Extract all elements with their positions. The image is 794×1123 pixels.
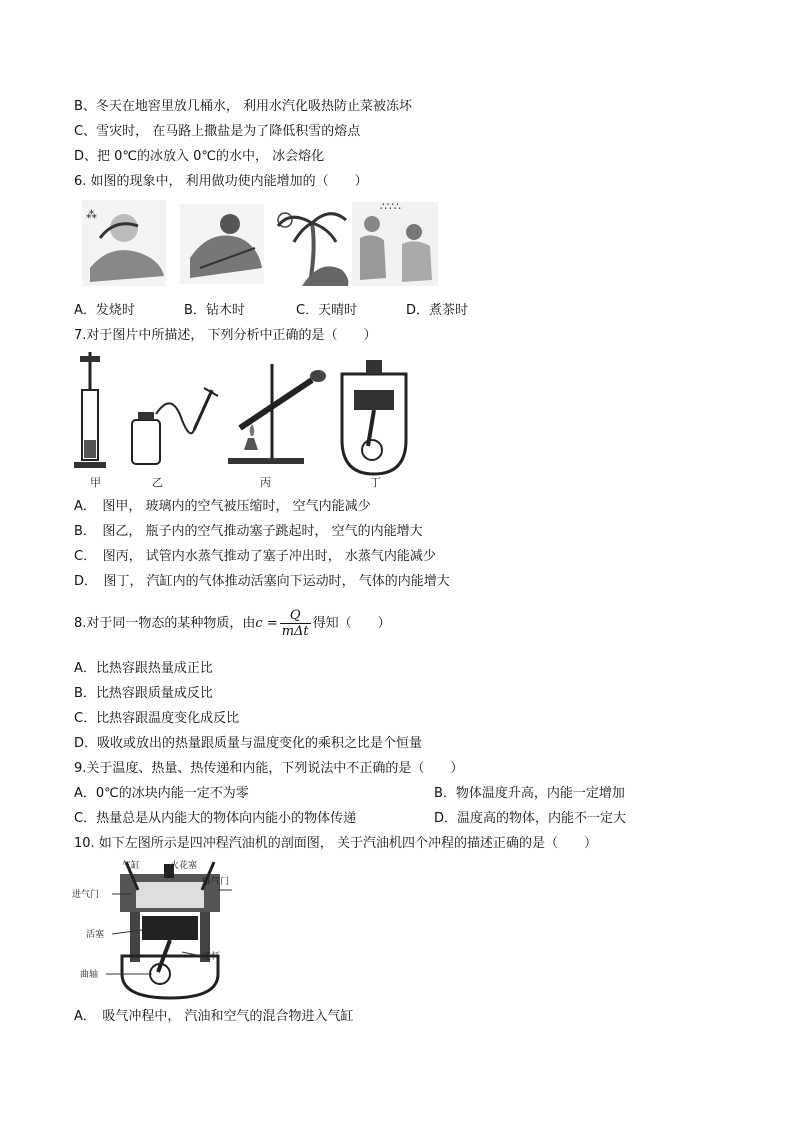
fig-label-jia: 甲 (90, 476, 101, 489)
fever-illustration (82, 200, 166, 286)
test-tube-stand-illustration (228, 364, 326, 464)
q7-option-d: D． 图丁， 汽缸内的气体推动活塞向下运动时， 气体的内能增大 (74, 574, 450, 589)
question-10-stem: 10. 如下左图所示是四冲程汽油机的剖面图， 关于汽油机四个冲程的描述正确的是（ ） (74, 836, 597, 851)
compression-cylinder-illustration (74, 352, 106, 468)
q8-option-d: D．吸收或放出的热量跟质量与温度变化的乘积之比是个恒量 (74, 736, 423, 751)
label-connecting-rod: 连杆 (202, 952, 221, 962)
q6-option-b: B．钻木时 (184, 303, 245, 318)
label-cylinder: 气缸 (122, 861, 141, 871)
q7-option-a: A． 图甲， 玻璃内的空气被压缩时， 空气内能减少 (74, 499, 371, 514)
q8-stem-post: 得知（ ） (312, 616, 391, 631)
label-intake-valve: 进气门 (72, 890, 100, 900)
q9-option-d: D．温度高的物体，内能不一定大 (434, 811, 627, 826)
q7-option-b: B． 图乙， 瓶子内的空气推动塞子跳起时， 空气的内能增大 (74, 524, 423, 539)
question-6-stem: 6. 如图的现象中， 利用做功使内能增加的（ ） (74, 174, 368, 189)
fig-label-yi: 乙 (152, 476, 163, 489)
q8-stem-pre: 8.对于同一物态的某种物质，由 (74, 616, 256, 631)
q9-option-a: A．0℃的冰块内能一定不为零 (74, 786, 249, 801)
question-6-options (74, 302, 468, 320)
label-crankshaft: 曲轴 (80, 970, 99, 980)
label-piston: 活塞 (86, 930, 105, 940)
formula-denominator: mΔt (281, 624, 309, 639)
option-line-c: C、雪灾时， 在马路上撒盐是为了降低积雪的熔点 (74, 124, 361, 139)
option-line-b: B、冬天在地窖里放几桶水， 利用水汽化吸热防止菜被冻坏 (74, 99, 413, 114)
question-7-stem: 7.对于图片中所描述， 下列分析中正确的是（ ） (74, 328, 377, 343)
q9-option-c: C．热量总是从内能大的物体向内能小的物体传递 (74, 811, 357, 826)
engine-cross-section-figure (72, 856, 242, 1002)
svg-text:⁂: ⁂ (86, 208, 97, 221)
q8-option-b: B．比热容跟质量成反比 (74, 686, 213, 701)
q8-option-a: A．比热容跟热量成正比 (74, 661, 213, 676)
sunny-day-illustration (278, 213, 348, 286)
question-7-figure (72, 350, 412, 490)
question-9-stem: 9.关于温度、热量、热传递和内能，下列说法中不正确的是（ ） (74, 761, 464, 776)
fig-label-bing: 丙 (260, 476, 271, 489)
question-8-stem (74, 606, 391, 642)
question-6-figure (80, 198, 440, 290)
formula-numerator: Q (280, 608, 311, 624)
formula-lhs: c = (255, 616, 278, 631)
label-exhaust-valve: 排气门 (202, 877, 230, 887)
q10-option-a: A． 吸气冲程中， 汽油和空气的混合物进入气缸 (74, 1009, 354, 1024)
bottle-pump-illustration (132, 388, 218, 464)
svg-text:∴∵∴: ∴∵∴ (380, 200, 401, 213)
boiling-tea-illustration (352, 200, 438, 286)
q6-option-d: D．煮茶时 (406, 303, 469, 318)
q6-option-a: A．发烧时 (74, 303, 135, 318)
q9-option-b: B．物体温度升高，内能一定增加 (434, 786, 625, 801)
engine-cylinder-illustration (342, 360, 406, 474)
q8-option-c: C．比热容跟温度变化成反比 (74, 711, 240, 726)
q7-option-c: C． 图丙， 试管内水蒸气推动了塞子冲出时， 水蒸气内能减少 (74, 549, 436, 564)
fig-label-ding: 丁 (370, 476, 381, 489)
label-spark-plug: 火花塞 (170, 861, 198, 871)
option-line-d: D、把 0℃的冰放入 0℃的水中， 冰会熔化 (74, 149, 325, 164)
formula-fraction (280, 608, 311, 639)
drilling-wood-illustration (180, 204, 264, 284)
q6-option-c: C．天晴时 (296, 303, 358, 318)
